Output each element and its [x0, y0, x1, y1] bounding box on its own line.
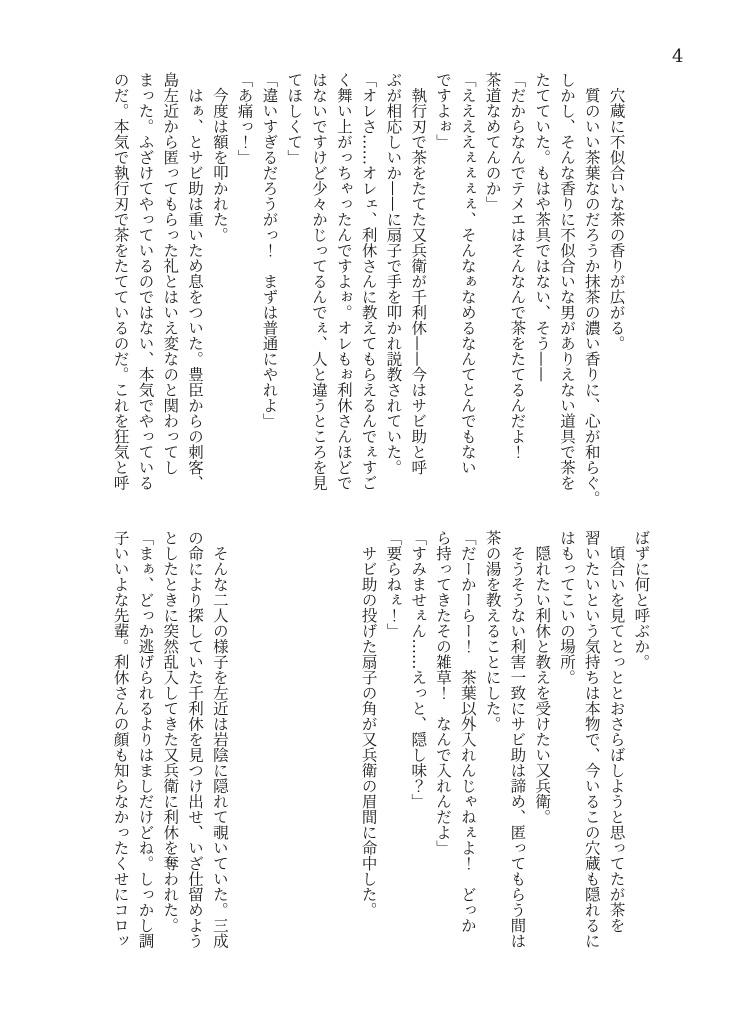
- scene-break-blank-line: [306, 530, 331, 950]
- text-line: の命により探していた千利休を見つけ出せ、いざ仕留めよう: [186, 530, 205, 949]
- text-line: はぁ、とサビ助は重いため息をついた。豊臣からの刺客、: [186, 72, 205, 491]
- text-line: 「だーかーらー！ 茶葉以外入れんじゃねぇよ！ どっか: [458, 530, 477, 933]
- text-line: 隠れたい利休と教えを受けたい又兵衛。: [533, 530, 552, 825]
- scene-break-blank-line: [331, 530, 356, 950]
- text-line: ですよぉ」: [434, 72, 453, 150]
- upper-text-block: [108, 72, 654, 506]
- scene-break-blank-line: [232, 530, 257, 950]
- text-line: しかし、そんな香りに不似合いな男がありえない道具で茶を: [558, 72, 576, 491]
- text-line: 「違いすぎるだろうがっ！ まずは普通にやれよ」: [260, 72, 279, 429]
- text-line: 質のいい茶葉なのだろうか抹茶の濃い香りに、心が和らぐ。: [582, 72, 601, 506]
- text-line: 「すみませぇん……えっと、隠し味？」: [409, 530, 428, 809]
- text-line: 習いたいという気持ちは本物で、今いるこの穴蔵も隠れるに: [582, 530, 601, 949]
- text-line: サビ助の投げた扇子の角が又兵衛の眉間に命中した。: [359, 530, 378, 918]
- text-line: く舞い上がっちゃったんですよぉ。オレもぉ利休さんほどで: [334, 72, 353, 491]
- text-line: のだ。本気で執行刃で茶をたてているのだ。これを狂気と呼: [111, 72, 130, 491]
- text-line: 茶の湯を教えることにした。: [483, 530, 502, 732]
- text-line: 島左近から匿ってもらった礼とはいえ変なのと関わってし: [161, 72, 180, 475]
- text-line: はもってこいの場所。: [558, 530, 576, 685]
- text-line: 穴蔵に不似合いな茶の香りが広がる。: [607, 72, 626, 351]
- text-line: 今度は額を叩かれた。: [210, 72, 229, 243]
- text-line: 「だからなんでテメエはそんなんで茶をたてるんだよ！: [508, 72, 527, 460]
- text-line: ぶが相応しいか——に扇子で手を叩かれ説教されていた。: [384, 72, 403, 475]
- text-line: 「要らねぇ！」: [384, 530, 403, 639]
- text-line: ばずに何と呼ぶか。: [632, 530, 651, 670]
- text-line: そんな二人の様子を左近は岩陰に隠れて覗いていた。三成: [210, 530, 229, 949]
- text-line: としたときに突然乱入してきた又兵衛に利休を奪われた。: [161, 530, 180, 933]
- scene-break-blank-line: [281, 530, 306, 950]
- text-line: 茶道なめてんのか」: [483, 72, 502, 212]
- text-line: 「まぁ、どっか逃げられるよりはましだけどね。しっかし調: [136, 530, 155, 949]
- blank-line: [629, 72, 654, 492]
- page-number: 4: [672, 46, 684, 67]
- text-line: 「ええええぇぇぇぇ、そんなぁなめるなんてとんでもない: [458, 72, 477, 475]
- text-line: まった。ふざけてやっているのではない、本気でやっている: [136, 72, 155, 491]
- text-line: たてていた。もはや茶具ではない、そう——: [533, 72, 552, 382]
- text-line: 頃合いを見てとっととおさらばしようと思ってたが茶を: [607, 530, 626, 933]
- text-line: 「あ痛っ！」: [235, 72, 254, 165]
- lower-text-block: [108, 530, 654, 950]
- text-line: 子いいよな先輩。利休さんの顔も知らなかったくせにコロッ: [111, 530, 130, 949]
- scene-break-blank-line: [257, 530, 282, 950]
- text-line: ら持ってきたその雑草！ なんで入れんだよ」: [434, 530, 453, 856]
- text-line: はないですけど少々かじってるんでぇ、人と違うところを見: [310, 72, 329, 491]
- text-line: 執行刃で茶をたてた又兵衛が千利休——今はサビ助と呼: [409, 72, 428, 475]
- text-line: てほしくて」: [285, 72, 304, 165]
- text-line: 「オレさ……オレェ、利休さんに教えてもらえるんでぇすご: [359, 72, 378, 491]
- text-line: そうそうない利害一致にサビ助は諦め、匿ってもらう間は: [508, 530, 527, 949]
